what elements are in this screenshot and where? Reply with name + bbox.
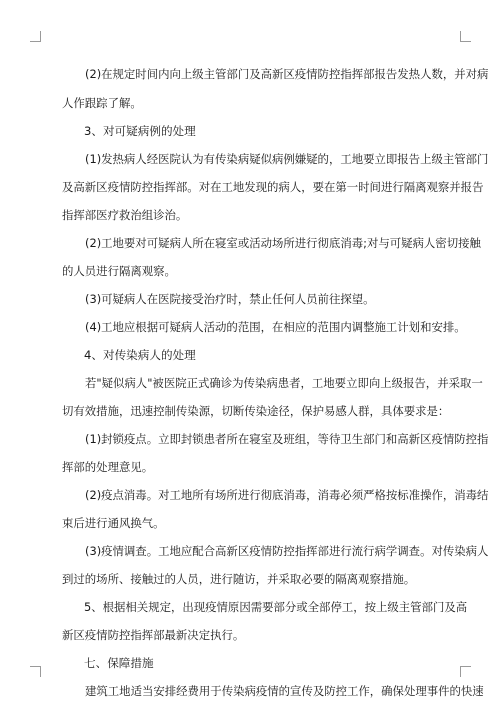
paragraph-line: (2)工地要对可疑病人所在寝室或活动场所进行彻底消毒;对与可疑病人密切接触 <box>85 236 481 250</box>
paragraph-line: 5、根据相关规定，出现疫情原因需要部分或全部停工，按上级主管部门及高 <box>84 600 468 614</box>
paragraph-line: (1)发热病人经医院认为有传染病疑似病例嫌疑的，工地要立即报告上级主管部门 <box>85 152 489 166</box>
paragraph-line: (2)疫点消毒。对工地所有场所进行彻底消毒，消毒必须严格按标准操作，消毒结 <box>85 488 489 502</box>
paragraph-line: 指挥部医疗救治组诊治。 <box>62 208 188 222</box>
paragraph-line: 若"疑似病人"被医院正式确诊为传染病患者，工地要立即向上级报告，并采取一 <box>85 376 483 390</box>
paragraph-line: (3)可疑病人在医院接受治疗时，禁止任何人员前往探望。 <box>85 292 375 306</box>
section-heading: 3、对可疑病例的处理 <box>84 124 196 138</box>
paragraph-line: 新区疫情防控指挥部最新决定执行。 <box>62 628 245 642</box>
paragraph-line: (1)封锁疫点。立即封锁患者所在寝室及班组，等待卫生部门和高新区疫情防控指 <box>85 432 489 446</box>
paragraph-line: 建筑工地适当安排经费用于传染病疫情的宣传及防控工作，确保处理事件的快速 <box>85 684 484 698</box>
paragraph-line: 的人员进行隔离观察。 <box>62 264 176 278</box>
paragraph-line: 束后进行通风换气。 <box>62 516 165 530</box>
paragraph-line: 及高新区疫情防控指挥部。对在工地发现的病人，要在第一时间进行隔离观察并报告 <box>62 180 484 194</box>
paragraph-line: 人作跟踪了解。 <box>62 96 142 110</box>
paragraph-line: (4)工地应根据可疑病人活动的范围，在相应的范围内调整施工计划和安排。 <box>85 320 466 334</box>
paragraph-line: 切有效措施，迅速控制传染源，切断传染途径，保护易感人群，具体要求是： <box>62 404 450 418</box>
paragraph-line: (3)疫情调查。工地应配合高新区疫情防控指挥部进行流行病学调查。对传染病人 <box>85 544 489 558</box>
paragraph-line: 到过的场所、接触过的人员，进行随访，并采取必要的隔离观察措施。 <box>62 572 416 586</box>
paragraph-line: (2)在规定时间内向上级主管部门及高新区疫情防控指挥部报告发热人数，并对病 <box>85 67 489 81</box>
section-heading: 七、保障措施 <box>84 656 154 670</box>
paragraph-line: 挥部的处理意见。 <box>62 460 154 474</box>
section-heading: 4、对传染病人的处理 <box>84 348 196 362</box>
